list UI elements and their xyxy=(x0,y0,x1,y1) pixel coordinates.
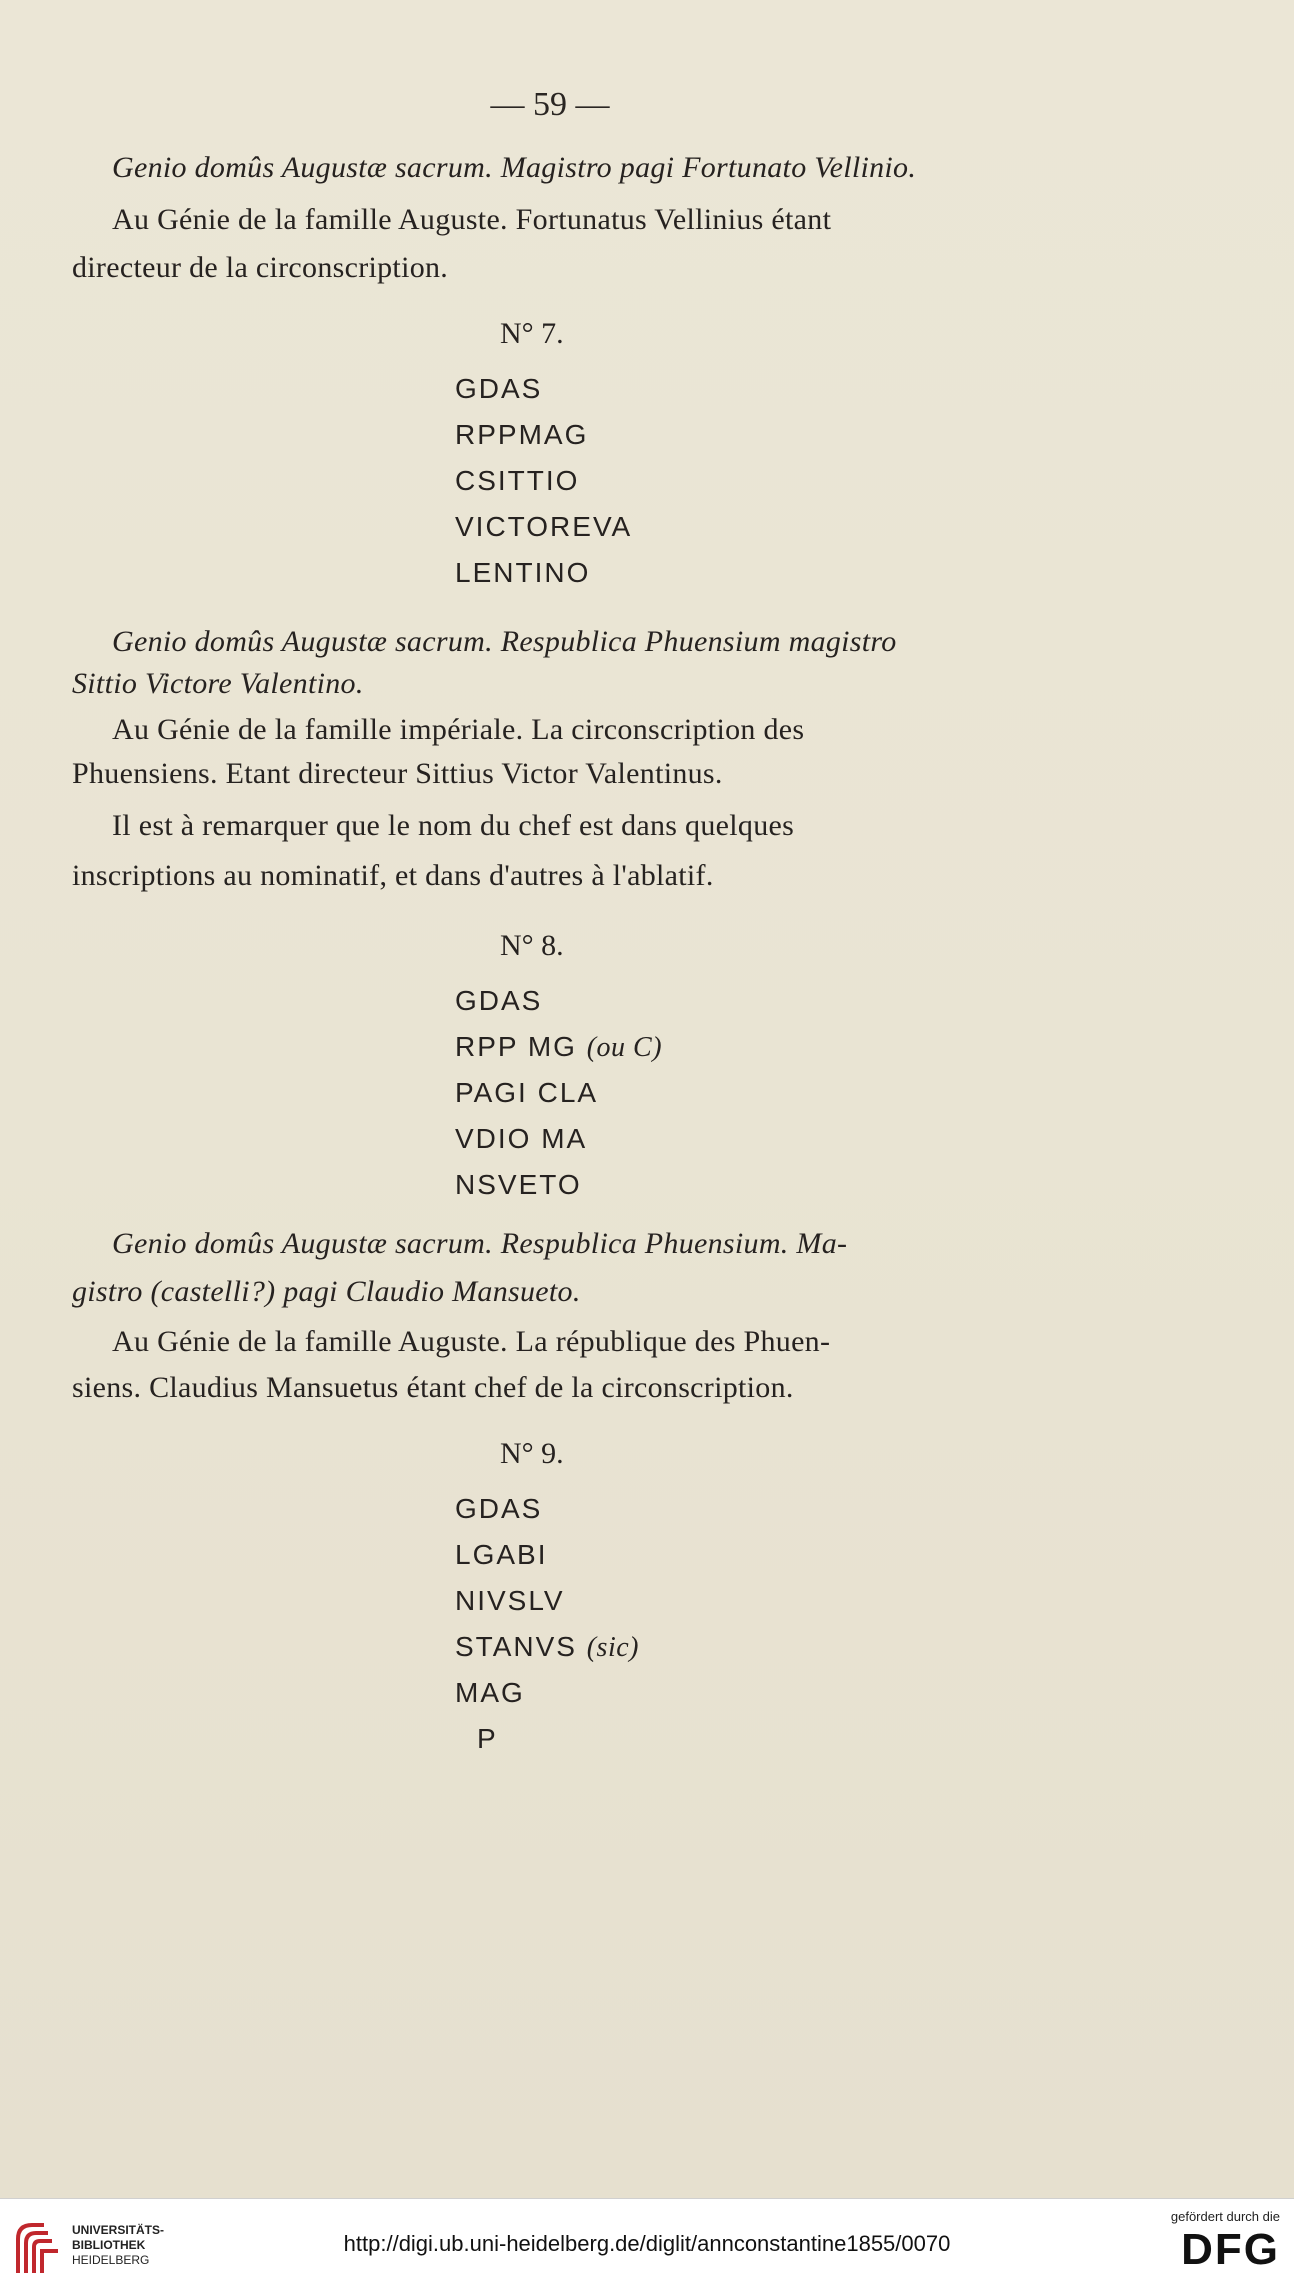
inscription-9-row-4-text: STANVS xyxy=(455,1631,577,1662)
inscription-9-row-1: GDAS xyxy=(455,1493,543,1524)
inscription-7 xyxy=(455,366,632,596)
latin-reading-8-line2: gistro (castelli?) pagi Claudio Mansueto. xyxy=(72,1275,581,1308)
inscription-number-8: N° 8. xyxy=(500,929,564,962)
inscription-8-row-2-text: RPP MG xyxy=(455,1031,577,1062)
latin-reading-8-line1: Genio domûs Augustæ sacrum. Respublica Phuensium. Ma- xyxy=(112,1227,848,1260)
inscription-7-row-3: CSITTIO xyxy=(455,465,580,496)
logo-line-2: BIBLIOTHEK xyxy=(72,2238,146,2252)
inscription-9-note: (sic) xyxy=(586,1632,639,1663)
permalink-url[interactable]: http://digi.ub.uni-heidelberg.de/diglit/annconstantine1855/0070 xyxy=(343,2231,951,2256)
translation-7-line1: Au Génie de la famille impériale. La circonscription des xyxy=(112,713,805,746)
inscription-9-row-4 xyxy=(455,1624,639,1670)
translation-6-line2: directeur de la circonscription. xyxy=(72,251,449,284)
inscription-8-row-1: GDAS xyxy=(455,985,543,1016)
translation-7-line2: Phuensiens. Etant directeur Sittius Victor Valentinus. xyxy=(72,757,723,790)
logo-line-1: UNIVERSITÄTS- xyxy=(72,2223,165,2237)
translation-6-line1: Au Génie de la famille Auguste. Fortunatus Vellinius étant xyxy=(112,203,832,236)
inscription-8 xyxy=(455,978,662,1208)
inscription-number-9: N° 9. xyxy=(500,1437,564,1470)
remark-line2: inscriptions au nominatif, et dans d'autres à l'ablatif. xyxy=(72,859,714,892)
translation-8-line2: siens. Claudius Mansuetus étant chef de la circonscription. xyxy=(72,1371,794,1404)
logo-line-3: HEIDELBERG xyxy=(72,2253,150,2267)
latin-reading-6: Genio domûs Augustæ sacrum. Magistro pagi Fortunato Vellinio. xyxy=(112,151,917,184)
inscription-7-row-4: VICTOREVA xyxy=(455,511,633,542)
inscription-9-row-2: LGABI xyxy=(455,1539,548,1570)
inscription-7-row-2: RPPMAG xyxy=(455,419,589,450)
inscription-number-7: N° 7. xyxy=(500,317,564,350)
remark-line1: Il est à remarquer que le nom du chef est dans quelques xyxy=(112,809,795,842)
inscription-8-row-4: VDIO MA xyxy=(455,1123,588,1154)
inscription-9-row-6: P xyxy=(477,1723,498,1754)
inscription-9-row-5: MAG xyxy=(455,1677,525,1708)
inscription-7-row-5: LENTINO xyxy=(455,557,591,588)
page-number: — 59 — xyxy=(490,86,610,123)
funding-label: gefördert durch die xyxy=(1170,2209,1280,2224)
inscription-9 xyxy=(455,1486,639,1762)
inscription-7-row-1: GDAS xyxy=(455,373,543,404)
inscription-8-row-2 xyxy=(455,1024,662,1070)
latin-reading-7-line1: Genio domûs Augustæ sacrum. Respublica Phuensium magistro xyxy=(112,625,897,658)
funding-credit xyxy=(1130,2209,1280,2276)
inscription-9-row-3: NIVSLV xyxy=(455,1585,565,1616)
inscription-8-row-3: PAGI CLA xyxy=(455,1077,599,1108)
translation-8-line1: Au Génie de la famille Auguste. La république des Phuen- xyxy=(112,1325,831,1358)
dfg-logo: DFG xyxy=(1181,2225,1280,2274)
latin-reading-7-line2: Sittio Victore Valentino. xyxy=(72,667,364,700)
inscription-8-note: (ou C) xyxy=(586,1032,663,1063)
inscription-8-row-5: NSVETO xyxy=(455,1169,582,1200)
viewer-footer xyxy=(0,2198,1294,2293)
